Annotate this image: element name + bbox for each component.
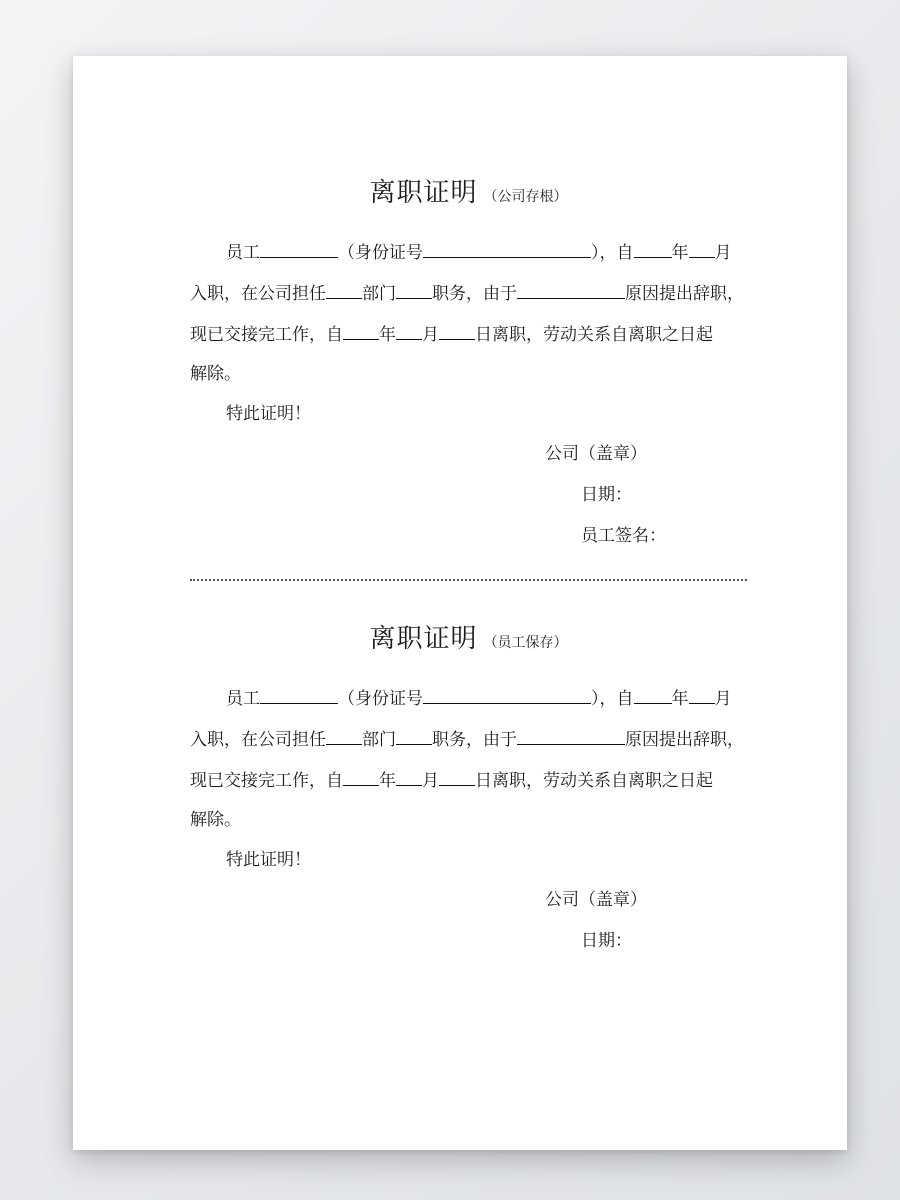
blank-id-number[interactable] [423, 685, 591, 704]
text-from: ），自 [591, 689, 634, 709]
text-resign: 原因提出辞职， [625, 284, 744, 304]
blank-start-year[interactable] [634, 685, 672, 704]
paragraph-line-4: 解除。 [190, 364, 241, 384]
blank-leave-year[interactable] [343, 767, 379, 786]
text-position-intro: 入职，在公司担任 [190, 730, 326, 750]
text-leave-day: 日离职，劳动关系自离职之日起 [475, 771, 713, 791]
blank-leave-day[interactable] [439, 767, 475, 786]
text-id-number: （身份证号 [338, 689, 423, 709]
text-handover: 现已交接完工作，自 [190, 325, 343, 345]
text-year: 年 [671, 243, 689, 263]
certify-text: 特此证明！ [226, 404, 311, 424]
blank-employee-name[interactable] [260, 239, 338, 258]
blank-start-month[interactable] [689, 239, 715, 258]
text-month: 月 [714, 689, 732, 709]
text-reason-intro: 职务，由于 [432, 730, 517, 750]
date-label: 日期： [581, 931, 632, 951]
blank-position[interactable] [396, 726, 432, 745]
text-handover: 现已交接完工作，自 [190, 771, 343, 791]
blank-reason[interactable] [517, 726, 625, 745]
document-sheet [73, 56, 847, 1150]
text-year: 年 [379, 325, 396, 345]
title-row [190, 618, 747, 655]
text-leave-day: 日离职，劳动关系自离职之日起 [475, 325, 713, 345]
paragraph-line-1 [226, 239, 783, 265]
blank-id-number[interactable] [423, 239, 591, 258]
paragraph-line-4: 解除。 [190, 810, 241, 830]
text-month: 月 [422, 771, 439, 791]
text-id-number: （身份证号 [338, 243, 423, 263]
text-employee: 员工 [226, 689, 260, 709]
paragraph-line-1 [226, 685, 783, 711]
blank-start-year[interactable] [634, 239, 672, 258]
text-month: 月 [422, 325, 439, 345]
document-subtitle: （公司存根） [483, 189, 568, 205]
blank-reason[interactable] [517, 280, 625, 299]
text-employee: 员工 [226, 243, 260, 263]
blank-leave-year[interactable] [343, 321, 379, 340]
document-title: 离职证明 [369, 178, 478, 208]
text-year: 年 [671, 689, 689, 709]
blank-employee-name[interactable] [260, 685, 338, 704]
certify-text: 特此证明！ [226, 850, 311, 870]
document-subtitle: （员工保存） [483, 635, 568, 651]
blank-leave-day[interactable] [439, 321, 475, 340]
company-seal-label: 公司（盖章） [545, 890, 647, 910]
blank-position[interactable] [396, 280, 432, 299]
text-from: ），自 [591, 243, 634, 263]
text-department: 部门 [362, 730, 396, 750]
date-label: 日期： [581, 485, 632, 505]
text-resign: 原因提出辞职， [625, 730, 744, 750]
text-reason-intro: 职务，由于 [432, 284, 517, 304]
paragraph-line-2 [190, 280, 747, 306]
document-title: 离职证明 [369, 624, 478, 654]
blank-leave-month[interactable] [396, 767, 422, 786]
paragraph-line-3 [190, 767, 747, 793]
company-seal-label: 公司（盖章） [545, 444, 647, 464]
title-row [190, 172, 747, 209]
text-year: 年 [379, 771, 396, 791]
paragraph-line-3 [190, 321, 747, 347]
paragraph-line-2 [190, 726, 747, 752]
blank-leave-month[interactable] [396, 321, 422, 340]
blank-start-month[interactable] [689, 685, 715, 704]
text-month: 月 [714, 243, 732, 263]
employee-signature-label: 员工签名： [581, 526, 666, 546]
blank-department[interactable] [326, 280, 362, 299]
blank-department[interactable] [326, 726, 362, 745]
cut-line-divider [190, 579, 747, 581]
text-department: 部门 [362, 284, 396, 304]
text-position-intro: 入职，在公司担任 [190, 284, 326, 304]
